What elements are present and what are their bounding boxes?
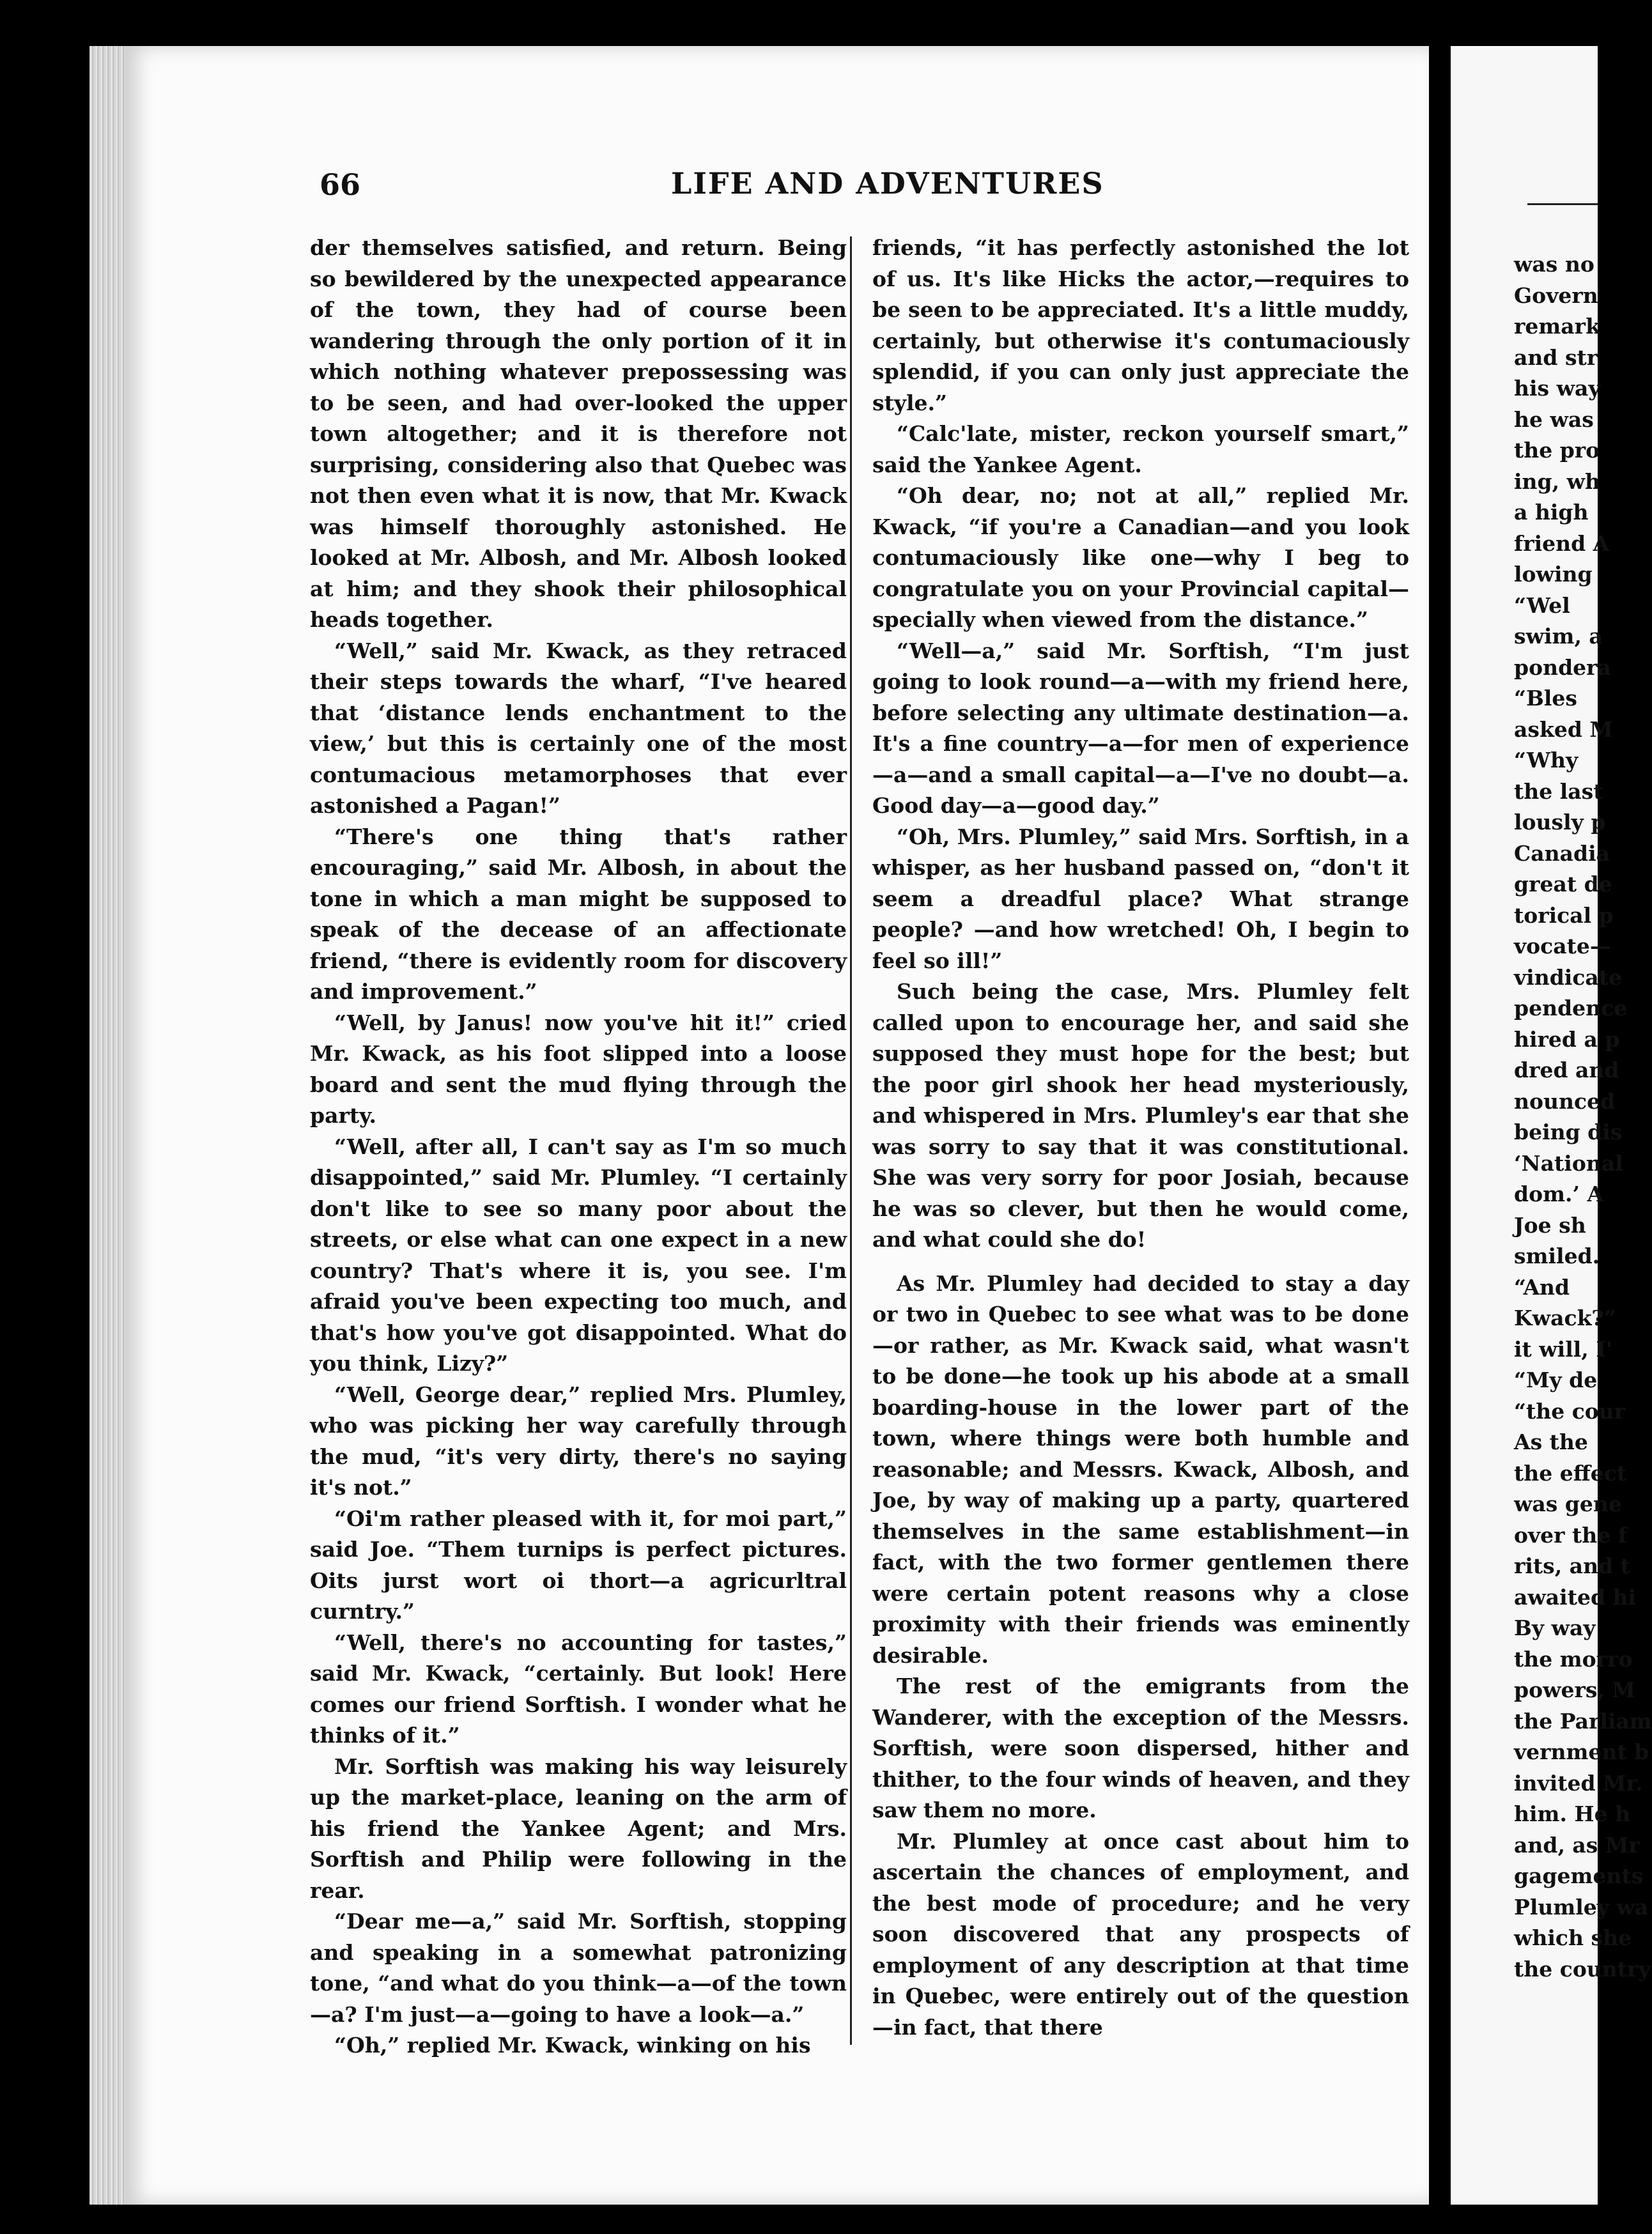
facing-page-line: vocate— xyxy=(1514,934,1611,959)
facing-page-line: dom.’ A xyxy=(1514,1182,1604,1206)
facing-page-line: the country xyxy=(1514,1956,1651,1982)
paragraph: “Oh dear, no; not at all,” replied Mr. Kwack, “if you're a Canadian—and you look contumaciously like one—why I beg to congratulate you on your Provincial capital—specially when viewed from the distance.” xyxy=(872,483,1409,632)
facing-page-line: was no xyxy=(1514,252,1594,277)
paragraph: “Well, there's no accounting for tastes,” said Mr. Kwack, “certainly. But look! Here comes our friend Sorftish. I wonder what he thinks of it.” xyxy=(310,1629,847,1748)
facing-page-line: vernment b xyxy=(1514,1739,1649,1764)
left-text-column xyxy=(310,233,847,2058)
facing-page-line: remark xyxy=(1514,314,1600,339)
facing-page-line: “Why xyxy=(1514,748,1579,773)
paragraph: “Well, by Janus! now you've hit it!” cried Mr. Kwack, as his foot slipped into a loose board and sent the mud flying through the party. xyxy=(310,1010,847,1128)
facing-page-line: a high xyxy=(1514,500,1589,525)
facing-page-line: asked M xyxy=(1514,716,1613,742)
facing-page-line: “Wel xyxy=(1514,592,1570,618)
facing-page-line: torical p xyxy=(1514,902,1614,928)
paragraph: “There's one thing that's rather encouraging,” said Mr. Albosh, in about the tone in which a man might be supposed to speak of the decease of an affectionate friend, “there is evidently room for discovery and improvement.” xyxy=(310,824,847,1004)
paragraph: “Well, after all, I can't say as I'm so much disappointed,” said Mr. Plumley. “I certainly don't like to see so many poor about the streets, or else what can one expect in a new country? That's where it is, you see. I'm afraid you've been expecting too much, and that's how you've got disappointed. What do you think, Lizy?” xyxy=(310,1134,847,1376)
facing-page-line: and str xyxy=(1514,344,1598,370)
facing-page-line: great de xyxy=(1514,872,1612,897)
facing-page-line: awaited hi xyxy=(1514,1584,1637,1610)
page-number: 66 xyxy=(320,167,361,202)
facing-page-fragment xyxy=(1451,46,1652,2205)
facing-page-line: Plumley wa xyxy=(1514,1894,1649,1920)
facing-page-line: By way xyxy=(1514,1615,1596,1640)
paragraph: Such being the case, Mrs. Plumley felt called upon to encourage her, and said she supposed they must hope for the best; but the poor girl shook her head mysteriously, and whispered in Mrs. Plumley's ear that she was sorry to say that it was constitutional. She was very sorry for poor Josiah, because he was so clever, but then he would come, and what could she do! xyxy=(872,979,1409,1252)
paragraph: “Well,” said Mr. Kwack, as they retraced their steps towards the wharf, “I've heared that ‘distance lends enchantment to the view,’ but this is certainly one of the most contumacious metamorphoses that ever astonished a Pagan!” xyxy=(310,638,847,818)
facing-page-line: “the cour xyxy=(1514,1398,1626,1424)
facing-page-line: the morro xyxy=(1514,1646,1633,1672)
facing-page-line: dred and xyxy=(1514,1058,1619,1082)
facing-page-line: lowing xyxy=(1514,562,1593,587)
facing-page-line: he was xyxy=(1514,406,1594,432)
running-title: LIFE AND ADVENTURES xyxy=(671,166,1104,201)
facing-page-line: and, as Mr xyxy=(1514,1832,1640,1858)
facing-page-line: ‘National xyxy=(1514,1150,1623,1176)
facing-page-text xyxy=(1514,249,1652,1985)
facing-page-line: hired a p xyxy=(1514,1026,1620,1052)
paragraph: As Mr. Plumley had decided to stay a day or two in Quebec to see what was to be done—or rather, as Mr. Kwack said, what wasn't to be done—he took up his abode at a small boarding-house in the lower part of the town, where things were both humble and reasonable; and Messrs. Kwack, Albosh, and Joe, by way of making up a party, quartered themselves in the same establishment—in fact, with the two former gentlemen there were certain potent reasons why a close proximity with their friends was eminently desirable. xyxy=(872,1270,1409,1668)
facing-page-line: pendence xyxy=(1514,996,1628,1021)
facing-page-line: Kwack?” xyxy=(1514,1306,1616,1330)
facing-page-line: was gene xyxy=(1514,1491,1622,1516)
facing-page-line: rits, and t xyxy=(1514,1553,1630,1578)
paragraph: “Well, George dear,” replied Mrs. Plumley, who was picking her way carefully through the mud, “it's very dirty, there's no saying it's not.” xyxy=(310,1382,847,1500)
paragraph: “Oi'm rather pleased with it, for moi part,” said Joe. “Them turnips is perfect pictures. Oits jurst wort oi thort—a agricurltral curntry.” xyxy=(310,1506,847,1624)
facing-page-line: gagements xyxy=(1514,1863,1644,1888)
facing-page-line: Canadia xyxy=(1514,840,1610,866)
facing-page-line: friend A xyxy=(1514,530,1610,556)
facing-page-line: the pro xyxy=(1514,438,1600,463)
facing-page-line: which she xyxy=(1514,1925,1632,1950)
facing-page-line: “And xyxy=(1514,1274,1570,1300)
facing-page-line: lously p xyxy=(1514,810,1606,835)
paragraph: “Oh, Mrs. Plumley,” said Mrs. Sorftish, in a whisper, as her husband passed on, “don't it seem a dreadful place? What strange people? —and how wretched! Oh, I begin to feel so ill!” xyxy=(872,824,1409,973)
facing-page-line: nounced xyxy=(1514,1088,1616,1114)
facing-page-line: the Parliam xyxy=(1514,1708,1652,1734)
paragraph: Mr. Plumley at once cast about him to ascertain the chances of employment, and the best mode of procedure; and he very soon discovered that any prospects of employment of any description at that time in Quebec, were entirely out of the question—in fact, that there xyxy=(872,1828,1409,2040)
facing-page-line: Joe sh xyxy=(1514,1212,1586,1238)
facing-page-line: being dis xyxy=(1514,1120,1623,1144)
paragraph: friends, “it has perfectly astonished the lot of us. It's like Hicks the actor,—requires to be seen to be appreciated. It's a little muddy, certainly, but otherwise it's contumaciously splendid, if you can only just appreciate the style.” xyxy=(872,235,1409,415)
facing-page-line: his way xyxy=(1514,376,1601,401)
facing-page-line: As the xyxy=(1514,1429,1588,1454)
paragraph: “Calc'late, mister, reckon yourself smart,” said the Yankee Agent. xyxy=(872,421,1409,477)
facing-page-line: invited Mr. xyxy=(1514,1770,1643,1796)
paragraph: Mr. Sorftish was making his way leisurely up the market-place, leaning on the arm of his friend the Yankee Agent; and Mrs. Sorftish and Philip were following in the rear. xyxy=(310,1753,847,1903)
facing-page-line: vindicate xyxy=(1514,964,1623,990)
paragraph: “Well—a,” said Mr. Sorftish, “I'm just going to look round—a—with my friend here, before selecting any ultimate destination—a. It's a fine country—a—for men of experience—a—and a small capital—a—I've no doubt—a. Good day—a—good day.” xyxy=(872,638,1409,818)
facing-page-line: powers, M xyxy=(1514,1677,1635,1702)
facing-page-line: it will, I' xyxy=(1514,1336,1612,1362)
facing-page-line: over the f xyxy=(1514,1522,1627,1548)
facing-page-line: him. He h xyxy=(1514,1801,1631,1826)
facing-page-line: Govern xyxy=(1514,282,1598,308)
facing-page-line: pondera xyxy=(1514,654,1611,680)
facing-page-line: “Bles xyxy=(1514,686,1577,711)
page-edge-stack xyxy=(89,46,128,2205)
paragraph: der themselves satisfied, and return. Being so bewildered by the unexpected appearance of the town, they had of course been wandering through the only portion of it in which nothing whatever prepossessing was to be seen, and had over-looked the upper town altogether; and it is therefore not surprising, considering also that Quebec was not then even what it is now, that Mr. Kwack was himself thoroughly astonished. He looked at Mr. Albosh, and Mr. Albosh looked at him; and they shook their philosophical heads together. xyxy=(310,235,847,632)
paragraph: “Dear me—a,” said Mr. Sorftish, stopping and speaking in a somewhat patronizing tone, “and what do you think—a—of the town—a? I'm just—a—going to have a look—a.” xyxy=(310,1909,847,2027)
header-rule xyxy=(1527,203,1598,205)
facing-page-line: ing, wh xyxy=(1514,468,1600,494)
column-divider xyxy=(850,236,852,2045)
facing-page-line: smiled. xyxy=(1514,1244,1600,1268)
book-gutter xyxy=(1429,46,1451,2205)
facing-page-line: the effect xyxy=(1514,1460,1627,1486)
facing-page-line: the last xyxy=(1514,778,1603,804)
right-text-column xyxy=(872,233,1409,2041)
facing-page-line: swim, a xyxy=(1514,624,1603,649)
paragraph: “Oh,” replied Mr. Kwack, winking on his xyxy=(334,2033,811,2058)
facing-page-line: “My de xyxy=(1514,1367,1598,1392)
paragraph: The rest of the emigrants from the Wanderer, with the exception of the Messrs. Sorftish, were soon dispersed, hither and thither, to the four winds of heaven, and they saw them no more. xyxy=(872,1674,1409,1822)
